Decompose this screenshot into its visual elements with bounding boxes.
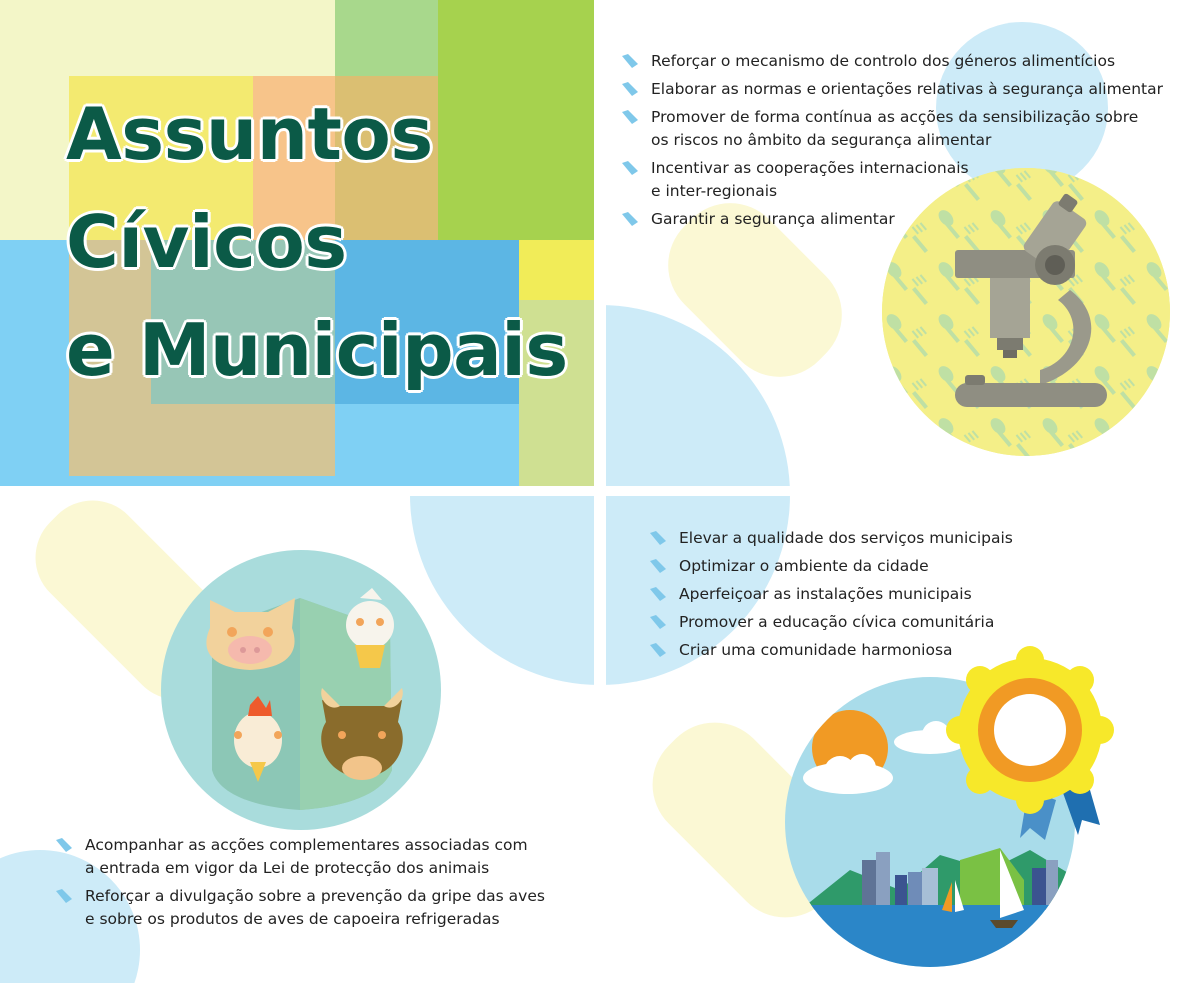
bullet-icon (622, 161, 638, 175)
bullet-icon (622, 110, 638, 124)
title-line-1: Assuntos (66, 92, 433, 176)
municipal-services-list (650, 527, 1013, 667)
bullet-icon (622, 54, 638, 68)
page-title (66, 80, 568, 404)
bullet-icon (622, 82, 638, 96)
list-item: Criar uma comunidade harmoniosa (650, 639, 1013, 662)
bullet-icon (622, 212, 638, 226)
list-item: Acompanhar as acções complementares associadas com a entrada em vigor da Lei de protecção dos animais (56, 834, 545, 880)
list-item: Elevar a qualidade dos serviços municipais (650, 527, 1013, 550)
list-item: Optimizar o ambiente da cidade (650, 555, 1013, 578)
bullet-icon (56, 838, 72, 852)
list-item: Reforçar a divulgação sobre a prevenção da gripe das aves e sobre os produtos de aves de capoeira refrigeradas (56, 885, 545, 931)
city-award-icon (780, 646, 1114, 975)
title-line-2: Cívicos (66, 200, 347, 284)
animals-shield-icon (161, 550, 441, 830)
list-item: Garantir a segurança alimentar (622, 208, 1163, 231)
bullet-icon (650, 531, 666, 545)
title-line-3: e Municipais (66, 308, 568, 392)
food-safety-list (622, 50, 1163, 236)
list-item: Elaborar as normas e orientações relativas à segurança alimentar (622, 78, 1163, 101)
bullet-icon (650, 643, 666, 657)
list-item: Aperfeiçoar as instalações municipais (650, 583, 1013, 606)
animal-protection-list (56, 834, 545, 936)
list-item: Promover a educação cívica comunitária (650, 611, 1013, 634)
list-item: Incentivar as cooperações internacionais e inter-regionais (622, 157, 1163, 203)
bullet-icon (650, 587, 666, 601)
bullet-icon (650, 559, 666, 573)
list-item: Reforçar o mecanismo de controlo dos géneros alimentícios (622, 50, 1163, 73)
bullet-icon (56, 889, 72, 903)
list-item: Promover de forma contínua as acções da sensibilização sobre os riscos no âmbito da segurança alimentar (622, 106, 1163, 152)
bullet-icon (650, 615, 666, 629)
